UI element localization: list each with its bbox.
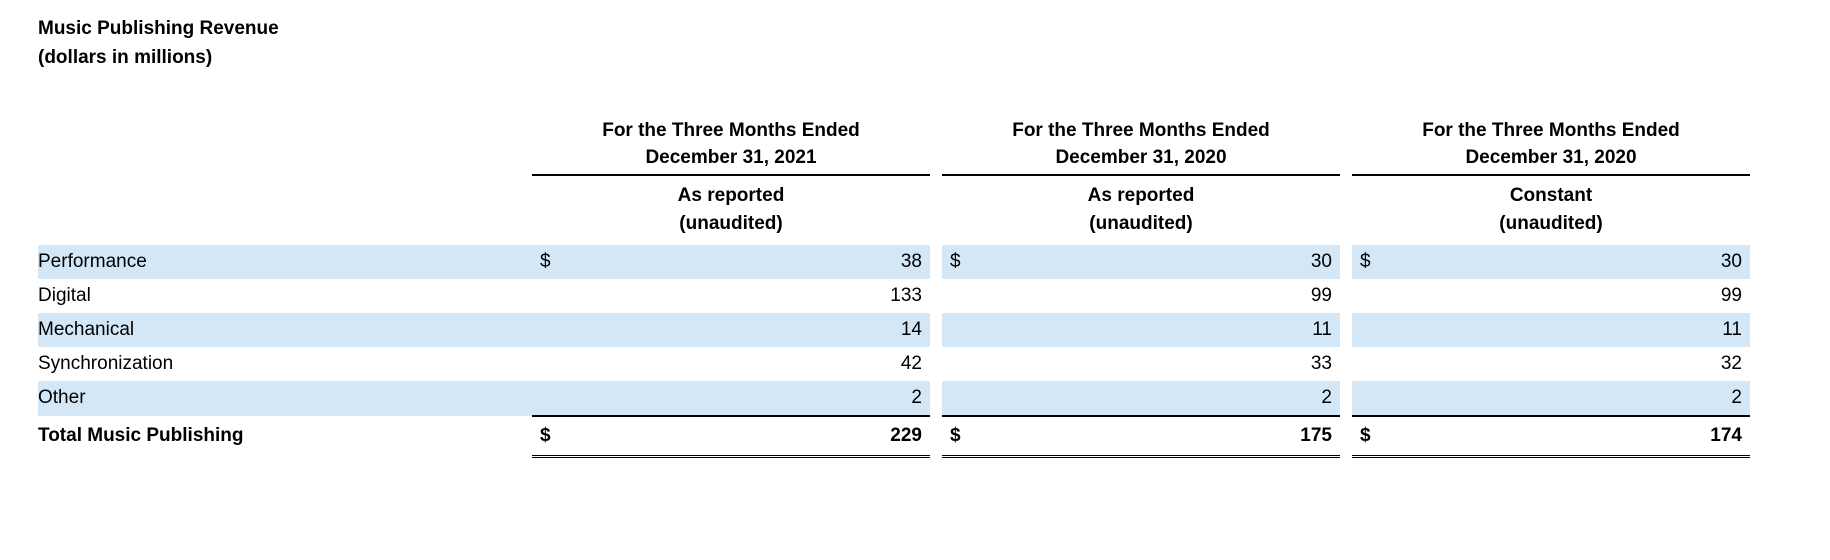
header-audit-col-3: (unaudited) xyxy=(1499,213,1603,235)
row-currency-2 xyxy=(942,381,982,416)
table-row xyxy=(38,381,1750,416)
table-total-row xyxy=(38,416,1750,457)
row-currency-2: $ xyxy=(942,245,982,279)
row-gap-1 xyxy=(930,313,942,347)
total-value-3: 174 xyxy=(1392,416,1750,457)
header-audit-gap-1 xyxy=(930,210,942,245)
row-value-2: 30 xyxy=(982,245,1340,279)
header-basis-gap-2 xyxy=(1340,175,1352,211)
row-currency-3 xyxy=(1352,347,1392,381)
header-period-text-3: For the Three Months Ended xyxy=(1422,119,1680,141)
header-basis-col-2: As reported xyxy=(1087,184,1195,206)
row-value-2: 2 xyxy=(982,381,1340,416)
row-gap-1 xyxy=(930,279,942,313)
table-row xyxy=(38,347,1750,381)
total-currency-2: $ xyxy=(942,416,982,457)
row-label: Synchronization xyxy=(38,352,174,374)
header-audit-gap-2 xyxy=(1340,210,1352,245)
header-period-text-1: For the Three Months Ended xyxy=(602,119,860,141)
total-value-1: 229 xyxy=(572,416,930,457)
header-period-col-3 xyxy=(1352,117,1750,175)
row-value-3: 2 xyxy=(1392,381,1750,416)
row-value-1: 38 xyxy=(572,245,930,279)
row-currency-2 xyxy=(942,313,982,347)
header-row-basis xyxy=(38,175,1750,211)
row-gap-2 xyxy=(1340,245,1352,279)
music-publishing-revenue-table xyxy=(38,117,1750,458)
row-value-3: 99 xyxy=(1720,284,1742,306)
header-date-text-1: December 31, 2021 xyxy=(645,147,817,169)
row-gap-1 xyxy=(930,245,942,279)
header-basis-col-1: As reported xyxy=(677,184,785,206)
row-value-1: 133 xyxy=(890,284,922,306)
header-date-text-3: December 31, 2020 xyxy=(1465,147,1637,169)
total-gap-1 xyxy=(930,416,942,457)
table-row xyxy=(38,313,1750,347)
row-value-3: 32 xyxy=(1720,352,1742,374)
title-line-1: Music Publishing Revenue xyxy=(38,18,279,39)
header-period-text-2: For the Three Months Ended xyxy=(1012,119,1270,141)
row-value-3: 30 xyxy=(1392,245,1750,279)
total-value-2: 175 xyxy=(982,416,1340,457)
row-gap-2 xyxy=(1340,279,1352,313)
header-corner-blank xyxy=(38,117,532,175)
row-label: Mechanical xyxy=(38,313,532,347)
row-currency-3 xyxy=(1352,381,1392,416)
row-gap-1 xyxy=(930,347,942,381)
row-currency-1 xyxy=(532,381,572,416)
header-basis-gap-1 xyxy=(930,175,942,211)
total-currency-1: $ xyxy=(532,416,572,457)
row-currency-3 xyxy=(1352,313,1392,347)
table-row xyxy=(38,279,1750,313)
total-label: Total Music Publishing xyxy=(38,425,244,447)
header-date-text-2: December 31, 2020 xyxy=(1055,147,1227,169)
row-currency-2 xyxy=(942,347,982,381)
header-period-col-2 xyxy=(942,117,1340,175)
header-audit-col-1: (unaudited) xyxy=(679,213,783,235)
page-title xyxy=(38,14,1830,73)
total-currency-3: $ xyxy=(1352,416,1392,457)
header-period-col-1 xyxy=(532,117,930,175)
table-row xyxy=(38,245,1750,279)
row-value-3: 11 xyxy=(1392,313,1750,347)
header-basis-blank xyxy=(38,175,532,211)
row-currency-3: $ xyxy=(1352,245,1392,279)
row-value-1: 42 xyxy=(900,352,922,374)
row-value-2: 99 xyxy=(1310,284,1332,306)
header-row-period xyxy=(38,117,1750,175)
row-value-2: 11 xyxy=(982,313,1340,347)
table-header xyxy=(38,117,1750,245)
header-gap-2 xyxy=(1340,117,1352,175)
row-gap-1 xyxy=(930,381,942,416)
header-audit-col-2: (unaudited) xyxy=(1089,213,1193,235)
title-line-2: (dollars in millions) xyxy=(38,47,213,69)
table-body xyxy=(38,245,1750,457)
header-gap-1 xyxy=(930,117,942,175)
row-gap-2 xyxy=(1340,313,1352,347)
header-basis-col-3: Constant xyxy=(1509,184,1593,206)
row-label: Digital xyxy=(38,284,91,306)
row-value-2: 33 xyxy=(1310,352,1332,374)
row-currency-2 xyxy=(942,279,982,313)
row-gap-2 xyxy=(1340,381,1352,416)
total-gap-2 xyxy=(1340,416,1352,457)
row-value-1: 2 xyxy=(572,381,930,416)
row-currency-1 xyxy=(532,313,572,347)
header-audit-blank xyxy=(38,210,532,245)
row-label: Performance xyxy=(38,245,532,279)
row-currency-1 xyxy=(532,347,572,381)
row-label: Other xyxy=(38,381,532,416)
header-row-audit xyxy=(38,210,1750,245)
row-gap-2 xyxy=(1340,347,1352,381)
row-currency-1 xyxy=(532,279,572,313)
row-value-1: 14 xyxy=(572,313,930,347)
row-currency-1: $ xyxy=(532,245,572,279)
row-currency-3 xyxy=(1352,279,1392,313)
